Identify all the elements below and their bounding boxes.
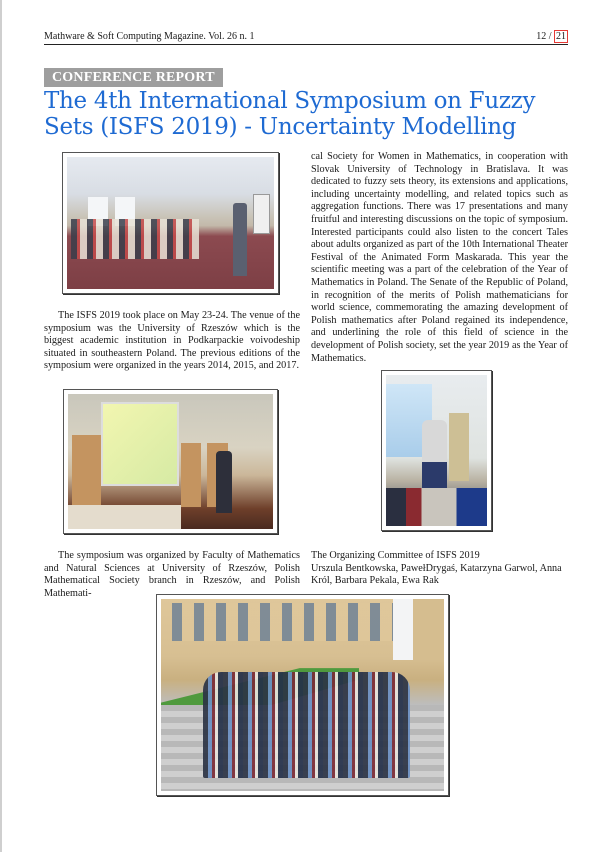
page-indicator xyxy=(536,31,568,42)
photo-speaker-portrait xyxy=(381,370,492,531)
page-edge xyxy=(0,0,2,852)
journal-name: Mathware & Soft Computing Magazine. Vol. 26 n. 1 xyxy=(44,31,255,42)
group-photo-image xyxy=(161,599,444,791)
committee-members: Urszula Bentkowska, PawełDrygaś, Katarzyna Garwol, Anna Król, Barbara Pekala, Ewa Rak xyxy=(311,562,562,587)
page-separator: / xyxy=(548,31,552,42)
organizing-committee xyxy=(311,550,568,588)
left-column-top xyxy=(44,310,300,373)
running-header xyxy=(44,31,568,45)
right-column-top xyxy=(311,151,568,365)
photo-group xyxy=(156,594,449,796)
article-title: The 4th International Symposium on Fuzzy Sets (ISFS 2019) - Uncertainty Modelling xyxy=(44,88,536,140)
paragraph-venue: The ISFS 2019 took place on May 23-24. The venue of the symposium was the University of Rzeszów which is the biggest academic institution in Podkarpackie voivodeship situated in southeastern Poland. The previous editions of the symposium were organized in the years 2014, 2015, and 2017. xyxy=(44,310,300,372)
seminar-room-image xyxy=(67,157,274,289)
left-column-bottom xyxy=(44,550,300,600)
photo-seminar-room xyxy=(62,152,279,294)
page-current: 12 xyxy=(536,31,547,42)
paragraph-organizers: The symposium was organized by Faculty of Mathematics and Natural Sciences at University of Rzeszów, Polish Mathematical Society branch in Rzeszów, and Polish Mathemati- xyxy=(44,550,300,599)
speaker-portrait-image xyxy=(386,375,487,526)
committee-heading: The Organizing Committee of ISFS 2019 xyxy=(311,550,480,561)
photo-presentation xyxy=(63,389,278,534)
page-total-link[interactable]: 21 xyxy=(556,31,566,42)
section-tag: CONFERENCE REPORT xyxy=(44,68,223,87)
paragraph-symposium-details: cal Society for Women in Mathematics, in cooperation with Slovak University of Technology in Bratislava. It was dedicated to fuzzy sets theory, its extensions and applications, including uncertainty modelling, and related topics such as aggregation functions. There was 17 presentations and many fruitful and interesting discussions on the topic of symposium. Interested participants could also listen to the concert Tales about adults organized as part of the 10th International Theater Festival of the Animated Form Maskarada. This year the scientific meeting was a part of the celebration of the Year of Mathematics in Poland. The Senate of the Republic of Poland, in recognition of the merits of Polish mathematicians for world science, commemorating the amazing development of Polish mathematics after Poland regained its independence, and underlining the role of this field of science in the development of Polish society, set the year 2019 as the Year of Mathematics. xyxy=(311,151,568,364)
presentation-image xyxy=(68,394,273,529)
